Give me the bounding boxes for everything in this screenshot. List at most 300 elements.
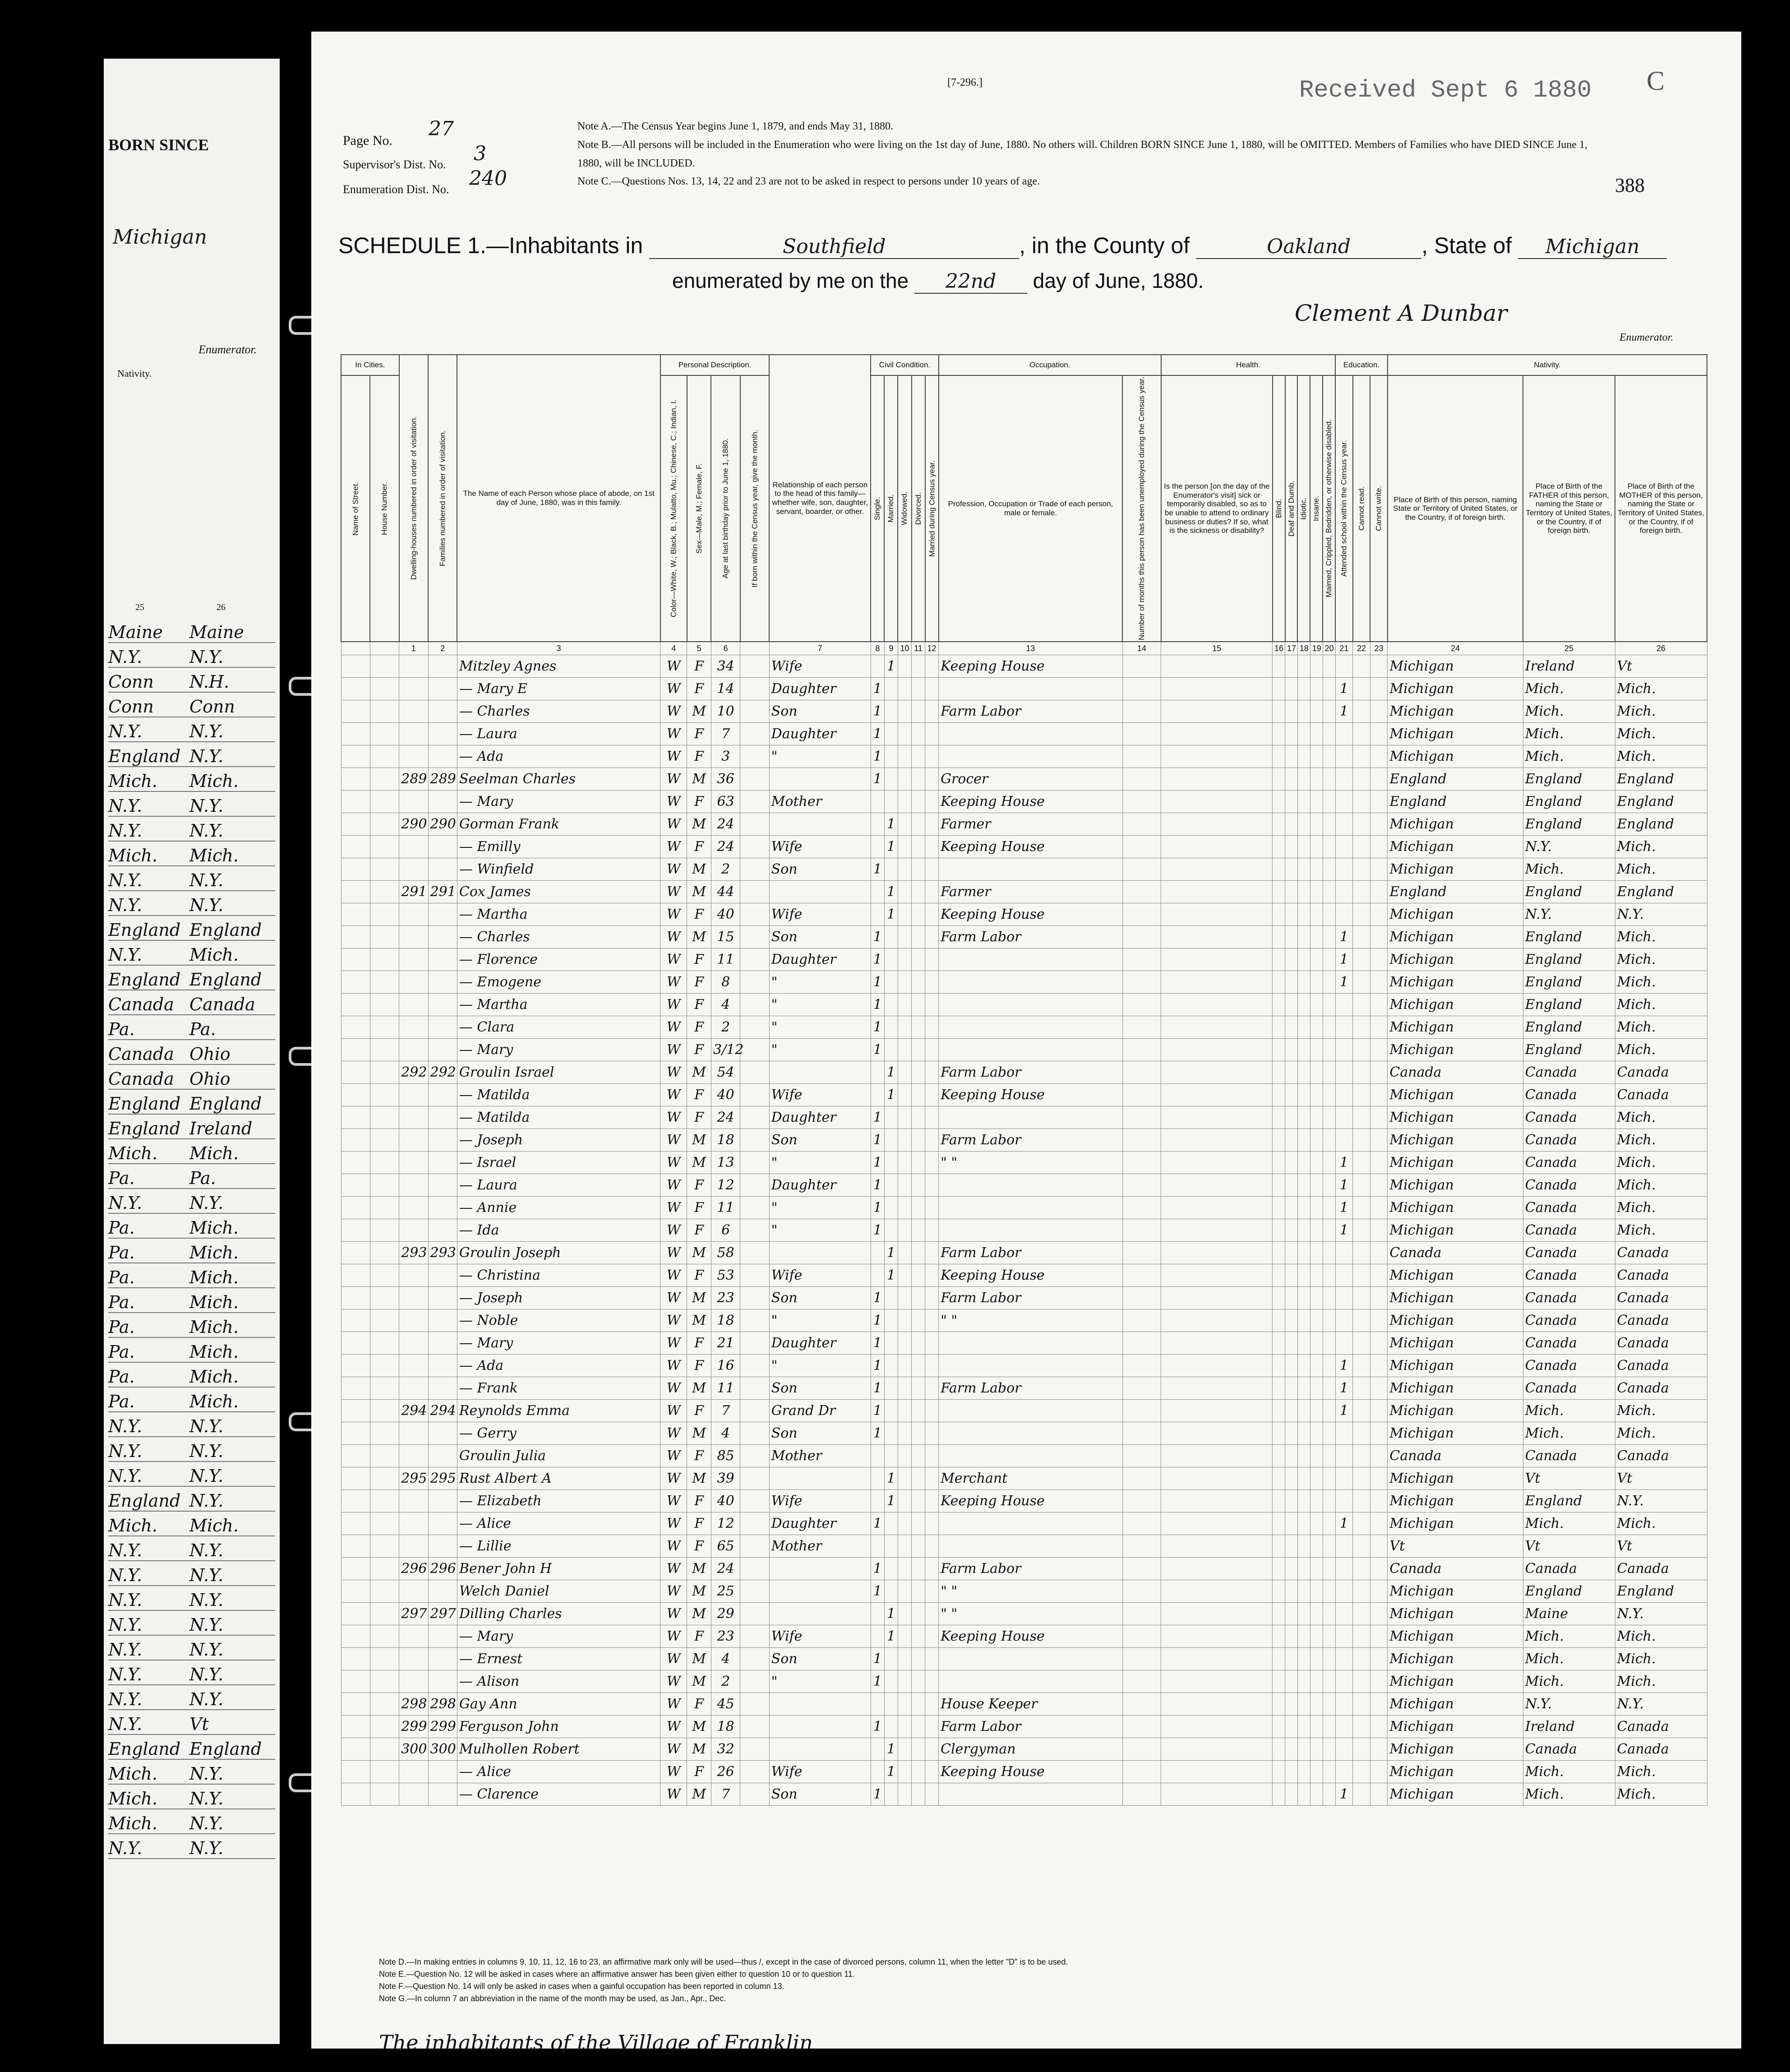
- left-page-cell: N.Y.: [189, 1590, 224, 1610]
- empty-cell: [1323, 1467, 1335, 1490]
- cell-b: Michigan: [1388, 1039, 1523, 1061]
- empty-cell: [1323, 994, 1335, 1016]
- cell-sex: F: [687, 1761, 711, 1783]
- column-number: 7: [769, 642, 871, 655]
- empty-cell: [740, 1445, 769, 1467]
- cell-sex: M: [687, 1783, 711, 1806]
- cell-color: W: [660, 791, 687, 813]
- empty-cell: [1297, 1152, 1310, 1174]
- empty-cell: [1310, 1061, 1323, 1084]
- cell-b: Michigan: [1388, 1264, 1523, 1287]
- left-page-cell: Mich.: [189, 1218, 239, 1238]
- empty-cell: [740, 1197, 769, 1219]
- empty-cell: [1310, 836, 1323, 858]
- cell-dw: [399, 1422, 428, 1445]
- col-birth-father: Place of Birth of the FATHER of this person, naming the State or Territory of United States, or the Country, if of foreign birth.: [1523, 375, 1615, 642]
- cell-occ: [939, 994, 1123, 1016]
- cell-married: [884, 948, 898, 971]
- empty-cell: [370, 1084, 399, 1106]
- table-row: [341, 1287, 1707, 1309]
- col-family: Families numbered in order of visitation.: [428, 355, 457, 642]
- cell-m: Mich.: [1615, 1625, 1707, 1648]
- cell-f: England: [1523, 791, 1615, 813]
- empty-cell: [912, 700, 925, 723]
- empty-cell: [1297, 1174, 1310, 1197]
- cell-dw: [399, 1264, 428, 1287]
- cell-m: Canada: [1615, 1084, 1707, 1106]
- cell-dw: [399, 1377, 428, 1400]
- empty-cell: [898, 1242, 911, 1264]
- table-row: [341, 1783, 1707, 1806]
- cell-rel: Daughter: [769, 723, 871, 745]
- table-row: [341, 723, 1707, 745]
- left-page-row: [108, 1164, 275, 1189]
- empty-cell: [1273, 1287, 1285, 1309]
- cell-married: [884, 1355, 898, 1377]
- cell-name: — Matilda: [457, 1106, 660, 1129]
- empty-cell: [341, 813, 370, 836]
- empty-cell: [898, 1197, 911, 1219]
- left-page-cell: Pa.: [108, 1218, 135, 1238]
- cell-single: 1: [871, 723, 884, 745]
- empty-cell: [1122, 1445, 1161, 1467]
- empty-cell: [1353, 1197, 1370, 1219]
- empty-cell: [912, 971, 925, 994]
- empty-cell: [925, 1783, 939, 1806]
- cell-f: Vt: [1523, 1467, 1615, 1490]
- empty-cell: [1273, 1716, 1285, 1738]
- cell-age: 45: [711, 1693, 740, 1716]
- left-page-row: [108, 1462, 275, 1487]
- cell-married: 1: [884, 1603, 898, 1625]
- cell-m: England: [1615, 813, 1707, 836]
- empty-cell: [1310, 791, 1323, 813]
- empty-cell: [1161, 1580, 1273, 1603]
- cell-fam: [428, 655, 457, 678]
- empty-cell: [925, 1580, 939, 1603]
- cell-dw: [399, 994, 428, 1016]
- left-page-cell: England: [108, 1119, 181, 1138]
- empty-cell: [1323, 1106, 1335, 1129]
- left-page-cell: England: [189, 970, 262, 990]
- left-page-cell: N.Y.: [108, 796, 143, 816]
- empty-cell: [1353, 1558, 1370, 1580]
- empty-cell: [1161, 1129, 1273, 1152]
- empty-cell: [1310, 1242, 1323, 1264]
- empty-cell: [1310, 1648, 1323, 1670]
- cell-name: Groulin Julia: [457, 1445, 660, 1467]
- empty-cell: [912, 948, 925, 971]
- cell-f: Ireland: [1523, 1716, 1615, 1738]
- left-page-row: [108, 693, 275, 717]
- cell-married: [884, 1129, 898, 1152]
- cell-fam: 292: [428, 1061, 457, 1084]
- left-page-rows: [108, 618, 275, 1859]
- cell-school: [1335, 1580, 1353, 1603]
- left-page-cell: N.Y.: [108, 1689, 143, 1709]
- empty-cell: [925, 1535, 939, 1558]
- empty-cell: [925, 1738, 939, 1761]
- empty-cell: [925, 926, 939, 948]
- empty-cell: [1122, 723, 1161, 745]
- empty-cell: [1323, 948, 1335, 971]
- empty-cell: [1370, 1693, 1388, 1716]
- empty-cell: [1122, 1535, 1161, 1558]
- empty-cell: [1161, 1039, 1273, 1061]
- cell-sex: F: [687, 1400, 711, 1422]
- cell-dw: [399, 1625, 428, 1648]
- cell-rel: ": [769, 1197, 871, 1219]
- left-page-cell: Mich.: [108, 771, 157, 791]
- empty-cell: [925, 971, 939, 994]
- empty-cell: [912, 1332, 925, 1355]
- empty-cell: [1285, 1377, 1298, 1400]
- empty-cell: [740, 1152, 769, 1174]
- cell-color: W: [660, 1061, 687, 1084]
- empty-cell: [740, 1309, 769, 1332]
- empty-cell: [925, 1467, 939, 1490]
- cell-married: 1: [884, 1761, 898, 1783]
- empty-cell: [341, 858, 370, 881]
- cell-b: Michigan: [1388, 1332, 1523, 1355]
- cell-name: Dilling Charles: [457, 1603, 660, 1625]
- empty-cell: [1370, 1332, 1388, 1355]
- cell-married: [884, 1377, 898, 1400]
- left-page-row: [108, 1214, 275, 1239]
- empty-cell: [370, 678, 399, 700]
- cell-occ: Farm Labor: [939, 1287, 1123, 1309]
- cell-age: 44: [711, 881, 740, 903]
- empty-cell: [898, 700, 911, 723]
- cell-age: 11: [711, 948, 740, 971]
- empty-cell: [1122, 678, 1161, 700]
- left-page-cell: Mich.: [189, 1292, 239, 1312]
- empty-cell: [740, 1129, 769, 1152]
- empty-cell: [1353, 836, 1370, 858]
- empty-cell: [1273, 1106, 1285, 1129]
- empty-cell: [1161, 994, 1273, 1016]
- left-page-cell: N.Y.: [189, 1416, 224, 1436]
- cell-school: [1335, 1422, 1353, 1445]
- empty-cell: [925, 1174, 939, 1197]
- empty-cell: [925, 1761, 939, 1783]
- empty-cell: [898, 1152, 911, 1174]
- cell-sex: F: [687, 723, 711, 745]
- left-page-cell: Pa.: [189, 1019, 216, 1039]
- cell-rel: [769, 1693, 871, 1716]
- empty-cell: [370, 1332, 399, 1355]
- cell-fam: [428, 791, 457, 813]
- cell-b: Michigan: [1388, 1287, 1523, 1309]
- empty-cell: [740, 1648, 769, 1670]
- empty-cell: [1310, 1467, 1323, 1490]
- cell-m: Vt: [1615, 1535, 1707, 1558]
- empty-cell: [1323, 1219, 1335, 1242]
- cell-occ: [939, 971, 1123, 994]
- empty-cell: [1370, 1580, 1388, 1603]
- empty-cell: [925, 768, 939, 791]
- cell-b: Vt: [1388, 1535, 1523, 1558]
- empty-cell: [898, 1084, 911, 1106]
- cell-f: Mich.: [1523, 745, 1615, 768]
- empty-cell: [1122, 971, 1161, 994]
- cell-fam: [428, 1332, 457, 1355]
- cell-color: W: [660, 1761, 687, 1783]
- empty-cell: [341, 791, 370, 813]
- cell-occ: [939, 1039, 1123, 1061]
- cell-sex: F: [687, 1535, 711, 1558]
- table-row: [341, 1152, 1707, 1174]
- empty-cell: [1122, 1580, 1161, 1603]
- cell-name: Seelman Charles: [457, 768, 660, 791]
- cell-b: Michigan: [1388, 655, 1523, 678]
- cell-fam: [428, 1422, 457, 1445]
- empty-cell: [370, 1783, 399, 1806]
- cell-married: [884, 1016, 898, 1039]
- empty-cell: [925, 1693, 939, 1716]
- cell-m: England: [1615, 1580, 1707, 1603]
- cell-color: W: [660, 1445, 687, 1467]
- cell-rel: [769, 1716, 871, 1738]
- cell-name: Mitzley Agnes: [457, 655, 660, 678]
- cell-name: — Ada: [457, 745, 660, 768]
- empty-cell: [1297, 768, 1310, 791]
- empty-cell: [898, 1061, 911, 1084]
- empty-cell: [1353, 745, 1370, 768]
- cell-name: Rust Albert A: [457, 1467, 660, 1490]
- cell-single: 1: [871, 1716, 884, 1738]
- empty-cell: [1323, 1355, 1335, 1377]
- empty-cell: [1273, 1039, 1285, 1061]
- empty-cell: [1323, 926, 1335, 948]
- cell-b: Michigan: [1388, 1400, 1523, 1422]
- cell-color: W: [660, 926, 687, 948]
- cell-fam: [428, 1648, 457, 1670]
- cell-single: [871, 1084, 884, 1106]
- cell-name: — Noble: [457, 1309, 660, 1332]
- empty-cell: [1370, 1761, 1388, 1783]
- cell-married: [884, 1039, 898, 1061]
- empty-cell: [1310, 1219, 1323, 1242]
- column-number: 24: [1388, 642, 1523, 655]
- cell-name: — Emogene: [457, 971, 660, 994]
- column-number: 15: [1161, 642, 1273, 655]
- cell-single: 1: [871, 1400, 884, 1422]
- empty-cell: [1323, 1783, 1335, 1806]
- empty-cell: [1353, 655, 1370, 678]
- cell-age: 40: [711, 1490, 740, 1512]
- column-number: 16: [1273, 642, 1285, 655]
- cell-m: Canada: [1615, 1332, 1707, 1355]
- cell-name: — Laura: [457, 723, 660, 745]
- left-page-cell: N.Y.: [108, 1466, 143, 1486]
- empty-cell: [740, 1106, 769, 1129]
- cell-dw: 291: [399, 881, 428, 903]
- empty-cell: [341, 1761, 370, 1783]
- cell-m: Canada: [1615, 1355, 1707, 1377]
- cell-school: 1: [1335, 700, 1353, 723]
- empty-cell: [898, 1535, 911, 1558]
- left-page-cell: Mich.: [189, 1516, 239, 1536]
- empty-cell: [1297, 678, 1310, 700]
- empty-cell: [898, 1264, 911, 1287]
- empty-cell: [1323, 1761, 1335, 1783]
- cell-color: W: [660, 1039, 687, 1061]
- empty-cell: [341, 1309, 370, 1332]
- stamp-number: 388: [1615, 174, 1645, 196]
- cell-married: [884, 745, 898, 768]
- left-page-cell: N.Y.: [108, 895, 143, 915]
- empty-cell: [1285, 1625, 1298, 1648]
- empty-cell: [1323, 1716, 1335, 1738]
- cell-school: [1335, 1738, 1353, 1761]
- empty-cell: [1297, 1535, 1310, 1558]
- empty-cell: [370, 1512, 399, 1535]
- left-page-row: [108, 742, 275, 767]
- empty-cell: [925, 1197, 939, 1219]
- supervisor-label: Supervisor's Dist. No.: [343, 158, 446, 171]
- empty-cell: [341, 1693, 370, 1716]
- col-relationship: Relationship of each person to the head of this family—whether wife, son, daughter, servant, boarder, or other.: [769, 355, 871, 642]
- cell-name: — Alice: [457, 1761, 660, 1783]
- cell-b: Michigan: [1388, 1309, 1523, 1332]
- cell-age: 7: [711, 723, 740, 745]
- empty-cell: [341, 700, 370, 723]
- empty-cell: [1297, 971, 1310, 994]
- empty-cell: [1370, 1287, 1388, 1309]
- cell-name: — Lillie: [457, 1535, 660, 1558]
- empty-cell: [370, 881, 399, 903]
- empty-cell: [341, 1174, 370, 1197]
- table-row: [341, 700, 1707, 723]
- cell-color: W: [660, 1512, 687, 1535]
- empty-cell: [1370, 768, 1388, 791]
- empty-cell: [898, 994, 911, 1016]
- cell-single: 1: [871, 1422, 884, 1445]
- cell-rel: Wife: [769, 1761, 871, 1783]
- corner-letter: C: [1647, 66, 1665, 96]
- left-page-cell: Conn: [108, 672, 154, 692]
- table-row: [341, 1580, 1707, 1603]
- cell-b: Michigan: [1388, 926, 1523, 948]
- empty-cell: [1285, 1445, 1298, 1467]
- empty-cell: [925, 948, 939, 971]
- empty-cell: [898, 813, 911, 836]
- cell-fam: [428, 858, 457, 881]
- empty-cell: [1353, 1490, 1370, 1512]
- empty-cell: [341, 1355, 370, 1377]
- left-page-cell: N.Y.: [189, 796, 224, 816]
- cell-age: 12: [711, 1512, 740, 1535]
- empty-cell: [912, 1084, 925, 1106]
- empty-cell: [925, 1061, 939, 1084]
- cell-b: Michigan: [1388, 1016, 1523, 1039]
- footnote: Note F.—Question No. 14 will only be asked in cases when a gainful occupation has been reported in column 13.: [379, 1982, 784, 1991]
- empty-cell: [1161, 745, 1273, 768]
- empty-cell: [1161, 1422, 1273, 1445]
- cell-fam: [428, 723, 457, 745]
- left-page-row: [108, 1115, 275, 1139]
- empty-cell: [912, 768, 925, 791]
- empty-cell: [1273, 1761, 1285, 1783]
- left-page-row: [108, 916, 275, 941]
- cell-single: 1: [871, 745, 884, 768]
- empty-cell: [1353, 948, 1370, 971]
- empty-cell: [1273, 1219, 1285, 1242]
- empty-cell: [1285, 813, 1298, 836]
- left-page-row: [108, 1536, 275, 1561]
- left-col-25: 25: [135, 602, 144, 612]
- col-nativity: Nativity.: [1388, 355, 1707, 375]
- left-page-row: [108, 1561, 275, 1586]
- empty-cell: [1353, 1061, 1370, 1084]
- cell-f: Canada: [1523, 1152, 1615, 1174]
- cell-m: Canada: [1615, 1445, 1707, 1467]
- empty-cell: [1273, 1061, 1285, 1084]
- cell-color: W: [660, 723, 687, 745]
- cell-b: England: [1388, 881, 1523, 903]
- empty-cell: [1353, 1422, 1370, 1445]
- empty-cell: [341, 971, 370, 994]
- cell-dw: [399, 1512, 428, 1535]
- cell-school: [1335, 1061, 1353, 1084]
- left-page-cell: Pa.: [108, 1267, 135, 1287]
- cell-married: [884, 971, 898, 994]
- cell-dw: [399, 903, 428, 926]
- empty-cell: [1273, 903, 1285, 926]
- empty-cell: [740, 768, 769, 791]
- footer-handwriting: The inhabitants of the Village of Franklin: [379, 2030, 813, 2055]
- cell-name: — Florence: [457, 948, 660, 971]
- left-page-cell: Mich.: [189, 1342, 239, 1362]
- empty-cell: [898, 1355, 911, 1377]
- empty-cell: [898, 1580, 911, 1603]
- cell-rel: Wife: [769, 1625, 871, 1648]
- empty-cell: [1297, 1422, 1310, 1445]
- cell-occ: [939, 1174, 1123, 1197]
- empty-cell: [370, 655, 399, 678]
- left-page-cell: N.Y.: [108, 1665, 143, 1684]
- cell-rel: [769, 1467, 871, 1490]
- empty-cell: [740, 813, 769, 836]
- left-page-cell: England: [189, 920, 262, 940]
- cell-m: Mich.: [1615, 1197, 1707, 1219]
- empty-cell: [898, 1603, 911, 1625]
- cell-single: [871, 1264, 884, 1287]
- cell-b: Michigan: [1388, 948, 1523, 971]
- cell-rel: [769, 768, 871, 791]
- cell-age: 29: [711, 1603, 740, 1625]
- empty-cell: [1122, 903, 1161, 926]
- empty-cell: [740, 1558, 769, 1580]
- empty-cell: [1161, 1490, 1273, 1512]
- empty-cell: [1310, 994, 1323, 1016]
- cell-b: England: [1388, 791, 1523, 813]
- empty-cell: [1353, 791, 1370, 813]
- empty-cell: [1122, 1197, 1161, 1219]
- empty-cell: [1297, 655, 1310, 678]
- empty-cell: [1273, 1512, 1285, 1535]
- empty-cell: [740, 1535, 769, 1558]
- empty-cell: [370, 813, 399, 836]
- cell-color: W: [660, 1738, 687, 1761]
- left-page-row: [108, 842, 275, 866]
- empty-cell: [1353, 1467, 1370, 1490]
- empty-cell: [341, 1422, 370, 1445]
- cell-name: — Clara: [457, 1016, 660, 1039]
- empty-cell: [1323, 791, 1335, 813]
- empty-cell: [1323, 1625, 1335, 1648]
